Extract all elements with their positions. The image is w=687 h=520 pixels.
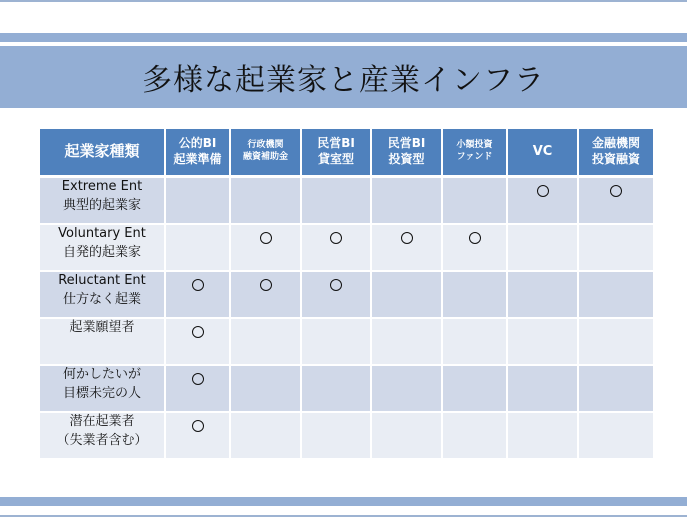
header-vc: VC xyxy=(507,129,578,177)
table-header-row xyxy=(39,129,654,177)
circle-mark-icon xyxy=(192,420,204,432)
table-cell xyxy=(301,412,371,459)
header-private-bi-rental: 民営BI 貸室型 xyxy=(301,129,371,177)
table-cell xyxy=(230,318,301,365)
header-stripe xyxy=(0,33,687,42)
table-cell xyxy=(165,412,230,459)
table-cell xyxy=(301,177,371,225)
header-small-fund: 小額投資 ファンド xyxy=(442,129,507,177)
table-cell xyxy=(507,412,578,459)
table-row xyxy=(39,412,654,459)
table-cell xyxy=(301,365,371,412)
circle-mark-icon xyxy=(330,232,342,244)
circle-mark-icon xyxy=(537,185,549,197)
circle-mark-icon xyxy=(192,326,204,338)
row-label: Reluctant Ent 仕方なく起業 xyxy=(39,271,165,318)
header-private-bi-investment: 民営BI 投資型 xyxy=(371,129,442,177)
table-row xyxy=(39,318,654,365)
table-row xyxy=(39,365,654,412)
header-financial-institution: 金融機関 投資融資 xyxy=(578,129,654,177)
table-cell xyxy=(371,412,442,459)
circle-mark-icon xyxy=(330,279,342,291)
table-cell xyxy=(442,271,507,318)
table-cell xyxy=(442,318,507,365)
table-cell xyxy=(507,224,578,271)
bottom-rule xyxy=(0,515,687,517)
table-cell xyxy=(230,271,301,318)
table-cell xyxy=(301,271,371,318)
table-cell xyxy=(371,177,442,225)
circle-mark-icon xyxy=(260,279,272,291)
table-row xyxy=(39,177,654,225)
table-cell xyxy=(230,177,301,225)
table-cell xyxy=(442,224,507,271)
table-cell xyxy=(507,318,578,365)
table-cell xyxy=(507,365,578,412)
table-cell xyxy=(578,271,654,318)
table-cell xyxy=(230,412,301,459)
table-cell xyxy=(578,224,654,271)
header-public-bi: 公的BI 起業準備 xyxy=(165,129,230,177)
circle-mark-icon xyxy=(610,185,622,197)
table-cell xyxy=(371,224,442,271)
slide-title: 多様な起業家と産業インフラ xyxy=(142,63,545,98)
table-cell xyxy=(442,365,507,412)
table-row xyxy=(39,224,654,271)
table-cell xyxy=(578,365,654,412)
table-cell xyxy=(165,271,230,318)
table-cell xyxy=(165,318,230,365)
row-label: 何かしたいが 目標未完の人 xyxy=(39,365,165,412)
row-label: 潜在起業者 （失業者含む） xyxy=(39,412,165,459)
title-band xyxy=(0,46,687,108)
row-label: 起業願望者 xyxy=(39,318,165,365)
table-cell xyxy=(230,224,301,271)
circle-mark-icon xyxy=(260,232,272,244)
table-cell xyxy=(578,412,654,459)
table-cell xyxy=(442,177,507,225)
table-cell xyxy=(507,271,578,318)
header-entrepreneur-type: 起業家種類 xyxy=(39,129,165,177)
table-row xyxy=(39,271,654,318)
table-cell xyxy=(371,365,442,412)
table-cell xyxy=(230,365,301,412)
table-cell xyxy=(301,224,371,271)
infrastructure-table xyxy=(38,129,655,460)
circle-mark-icon xyxy=(401,232,413,244)
footer-stripe xyxy=(0,497,687,506)
row-label: Voluntary Ent 自発的起業家 xyxy=(39,224,165,271)
table-cell xyxy=(165,224,230,271)
row-label: Extreme Ent 典型的起業家 xyxy=(39,177,165,225)
table-cell xyxy=(442,412,507,459)
table-cell xyxy=(301,318,371,365)
circle-mark-icon xyxy=(192,279,204,291)
circle-mark-icon xyxy=(469,232,481,244)
top-rule xyxy=(0,0,687,2)
circle-mark-icon xyxy=(192,373,204,385)
header-government-loans: 行政機関 融資補助金 xyxy=(230,129,301,177)
table-cell xyxy=(371,318,442,365)
table-cell xyxy=(578,177,654,225)
table-cell xyxy=(578,318,654,365)
table-cell xyxy=(165,365,230,412)
table-cell xyxy=(165,177,230,225)
table-cell xyxy=(371,271,442,318)
table-cell xyxy=(507,177,578,225)
